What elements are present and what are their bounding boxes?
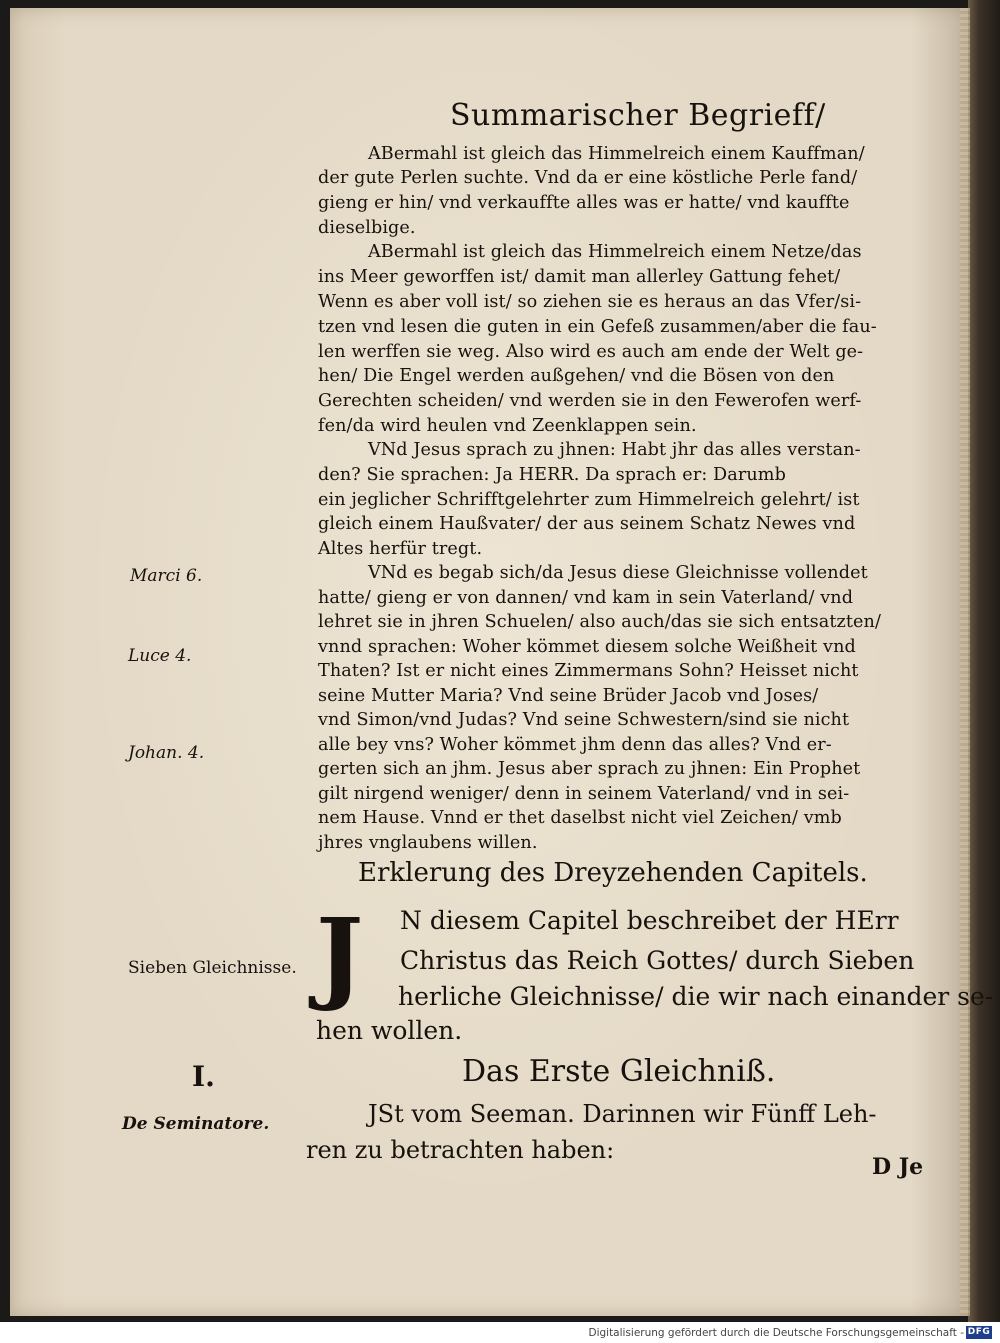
seed-line: ren zu betrachten haben:	[306, 1136, 615, 1164]
body-line: ins Meer geworffen ist/ damit man allerley Gattung fehet/	[318, 267, 841, 287]
body-line: alle bey vns? Woher kömmet jhm denn das alles? Vnd er-	[318, 735, 832, 755]
body-line: hatte/ gieng er von dannen/ vnd kam in sein Vaterland/ vnd	[318, 588, 854, 608]
body-line: Wenn es aber voll ist/ so ziehen sie es heraus an das Vfer/si-	[318, 292, 862, 312]
body-line: den? Sie sprachen: Ja HERR. Da sprach er: Darumb	[318, 465, 786, 485]
body-line: ein jeglicher Schrifftgelehrter zum Himmelreich gelehrt/ ist	[318, 490, 860, 510]
page-edge	[960, 8, 970, 1316]
body-line: len werffen sie weg. Also wird es auch am ende der Welt ge-	[318, 342, 864, 362]
body-line: seine Mutter Maria? Vnd seine Brüder Jacob vnd Joses/	[318, 686, 819, 706]
catchword: D Je	[872, 1154, 924, 1180]
body-line: vnnd sprachen: Woher kömmet diesem solche Weißheit vnd	[318, 637, 856, 657]
funding-credit: Digitalisierung gefördert durch die Deutsche Forschungsgemeinschaft -	[588, 1327, 964, 1339]
body-line: VNd es begab sich/da Jesus diese Gleichnisse vollendet	[368, 563, 868, 583]
chapter-line: N diesem Capitel beschreibet der HErr	[400, 906, 899, 935]
seed-line: JSt vom Seeman. Darinnen wir Fünff Leh-	[368, 1100, 877, 1128]
body-line: gerten sich an jhm. Jesus aber sprach zu jhnen: Ein Prophet	[318, 759, 861, 779]
margin-note-marci: Marci 6.	[130, 566, 203, 586]
body-line: hen/ Die Engel werden außgehen/ vnd die Bösen von den	[318, 366, 835, 386]
body-line: jhres vnglaubens willen.	[318, 833, 538, 853]
body-line: Gerechten scheiden/ vnd werden sie in den Fewerofen werf-	[318, 391, 862, 411]
body-line: vnd Simon/vnd Judas? Vnd seine Schwestern/sind sie nicht	[318, 710, 850, 730]
body-line: ABermahl ist gleich das Himmelreich einem Netze/das	[368, 242, 862, 262]
first-parable-heading: Das Erste Gleichniß.	[462, 1054, 776, 1089]
body-line: gieng er hin/ vnd verkauffte alles was er hatte/ vnd kauffte	[318, 193, 850, 213]
drop-cap: J	[316, 896, 364, 1014]
body-line: fen/da wird heulen vnd Zeenklappen sein.	[318, 416, 697, 436]
body-line: ABermahl ist gleich das Himmelreich einem Kauffman/	[368, 144, 865, 164]
book-spine	[968, 0, 1000, 1322]
body-line: Altes herfür tregt.	[318, 539, 483, 559]
margin-note-johan: Johan. 4.	[128, 743, 205, 763]
body-line: tzen vnd lesen die guten in ein Gefeß zusammen/aber die fau-	[318, 317, 877, 337]
body-line: Thaten? Ist er nicht eines Zimmermans Sohn? Heisset nicht	[318, 661, 859, 681]
margin-note-gleichnisse: Sieben Gleichnisse.	[128, 958, 297, 978]
chapter-line: Christus das Reich Gottes/ durch Sieben	[400, 946, 915, 975]
margin-note-seminatore: De Seminatore.	[122, 1114, 270, 1134]
margin-note-luce: Luce 4.	[128, 646, 192, 666]
body-line: VNd Jesus sprach zu jhnen: Habt jhr das alles verstan-	[368, 440, 861, 460]
body-line: gleich einem Haußvater/ der aus seinem Schatz Newes vnd	[318, 514, 856, 534]
body-line: lehret sie in jhren Schuelen/ also auch/das sie sich entsatzten/	[318, 612, 882, 632]
chapter-line: herliche Gleichnisse/ die wir nach einander se-	[398, 982, 994, 1011]
roman-numeral: I.	[192, 1060, 215, 1093]
section-heading: Erklerung des Dreyzehenden Capitels.	[358, 858, 868, 888]
dfg-logo-icon: DFG	[967, 1327, 991, 1337]
chapter-line: hen wollen.	[316, 1016, 463, 1045]
running-header: Summarischer Begrieff/	[450, 98, 826, 133]
body-line: gilt nirgend weniger/ denn in seinem Vaterland/ vnd in sei-	[318, 784, 850, 804]
body-line: dieselbige.	[318, 218, 416, 238]
body-line: der gute Perlen suchte. Vnd da er eine köstliche Perle fand/	[318, 168, 858, 188]
body-line: nem Hause. Vnnd er thet daselbst nicht viel Zeichen/ vmb	[318, 808, 842, 828]
